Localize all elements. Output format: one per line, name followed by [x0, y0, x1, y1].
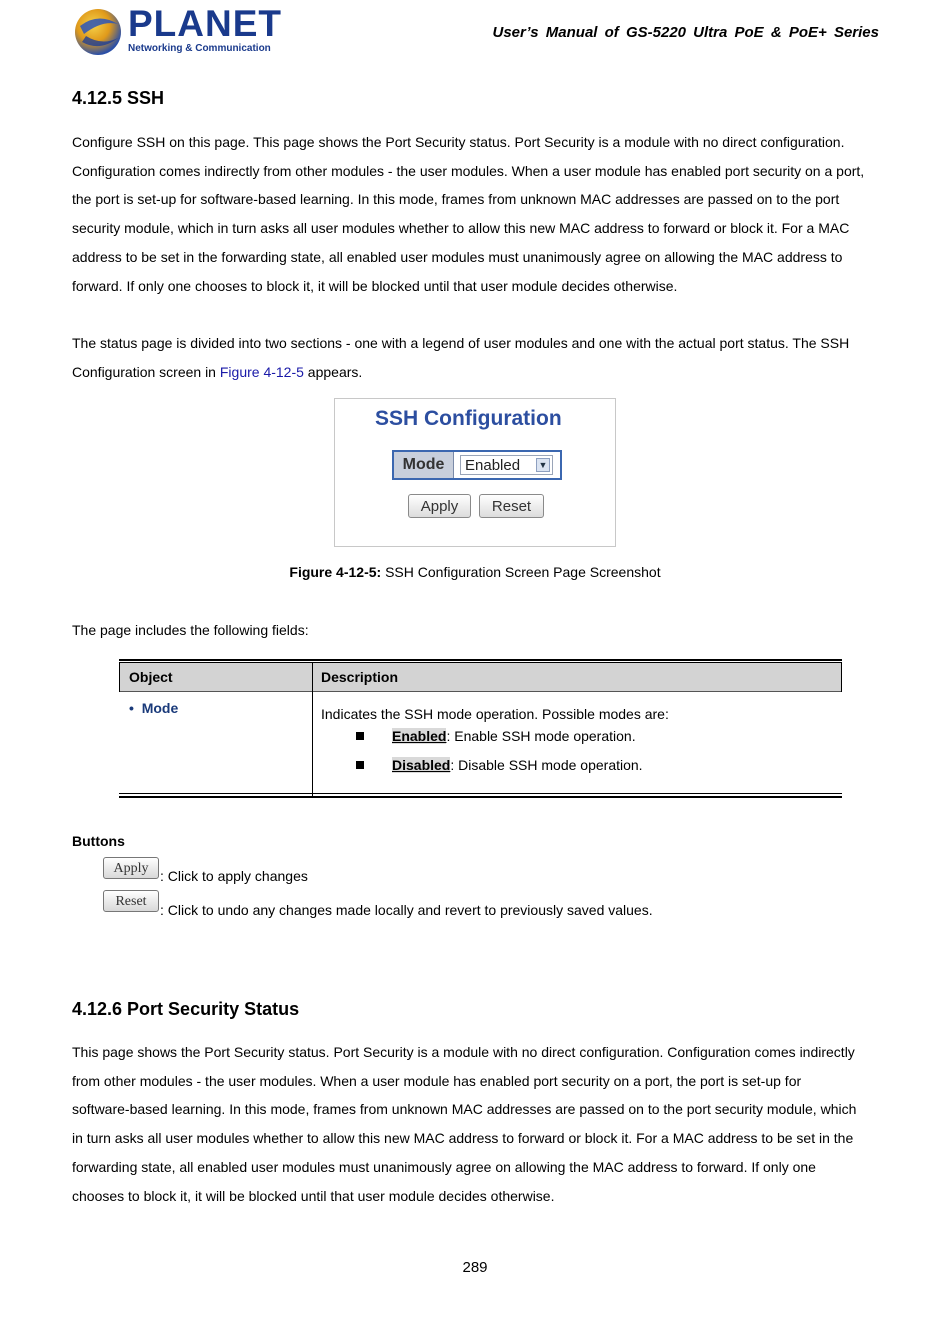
- text-line: forwarding state, all enabled user modules must unanimously agree on allowing the MAC address to forward. If only one: [72, 1158, 816, 1175]
- reset-button[interactable]: Reset: [479, 494, 544, 518]
- table-divider: [312, 663, 313, 796]
- fields-intro: The page includes the following fields:: [72, 622, 309, 638]
- object-mode: Mode: [141, 700, 179, 716]
- logo-wordmark: PLANET: [128, 3, 282, 44]
- text-line: Configure SSH on this page. This page shows the Port Security status. Port Security is a module with no direct configuration.: [72, 134, 845, 150]
- mode-select-value: Enabled: [465, 457, 521, 474]
- text-line: software-based learning. In this mode, frames from unknown MAC addresses are passed on to the port security module, which: [72, 1101, 857, 1118]
- header-object: Object: [129, 669, 173, 685]
- table-divider: [841, 663, 842, 692]
- text-line: from other modules - the user modules. When a user module has enabled port security on a port, the port is set-up for: [72, 1072, 802, 1089]
- manual-title: User’s Manual of GS-5220 Ultra PoE & PoE+ Series: [492, 24, 879, 41]
- square-bullet-icon: [356, 761, 364, 769]
- table-row: [129, 700, 178, 716]
- section-heading-port-security-status: 4.12.6 Port Security Status: [72, 999, 300, 1019]
- logo-tagline: Networking & Communication: [128, 43, 271, 54]
- option-disabled: Disabled: Disable SSH mode operation.: [392, 757, 643, 773]
- reset-description: : Click to undo any changes made locally and revert to previously saved values.: [160, 902, 653, 918]
- description-text: Indicates the SSH mode operation. Possible modes are:: [321, 706, 669, 722]
- buttons-heading: Buttons: [72, 833, 125, 849]
- figure-link[interactable]: Figure 4-12-5: [219, 363, 304, 380]
- text-line: address to be set in the forwarding state, all enabled user modules must unanimously agree on allowing the MAC address to: [72, 248, 843, 265]
- table-header-row: [119, 663, 842, 692]
- text-line: This page shows the Port Security status. Port Security is a module with no direct configuration. Configuration comes indirectly: [72, 1044, 855, 1060]
- ssh-intro-paragraph: [72, 128, 882, 300]
- status-paragraph: [72, 329, 882, 386]
- section-heading-ssh: 4.12.5 SSH: [72, 88, 165, 108]
- square-bullet-icon: [356, 732, 364, 740]
- text-line: chooses to block it, it will be blocked until that user module decides otherwise.: [72, 1187, 555, 1204]
- chevron-down-icon[interactable]: ▼: [536, 458, 550, 472]
- text-line: in turn asks all user modules whether to allow this new MAC address to forward or block it. For a MAC address to be set in the: [72, 1130, 854, 1147]
- reset-button-sample[interactable]: Reset: [103, 890, 159, 912]
- screenshot-title: SSH Configuration: [375, 407, 562, 430]
- text-line: security module, which in turn asks all user modules whether to allow this new MAC address to forward or block it. For a MAC: [72, 220, 850, 237]
- ssh-config-screenshot: [334, 398, 616, 547]
- apply-button-sample[interactable]: Apply: [103, 857, 159, 879]
- text-line: the port is set-up for software-based learning. In this mode, frames from unknown MAC addresses are passed on to the port: [72, 191, 840, 208]
- bullet-icon: •: [129, 700, 134, 716]
- mode-row: [392, 450, 562, 480]
- text-line: Configuration comes indirectly from other modules - the user modules. When a user module has enabled port security on a port,: [72, 162, 865, 179]
- page-number: 289: [462, 1259, 488, 1276]
- header-description: Description: [321, 669, 399, 685]
- figure-caption: Figure 4-12-5: SSH Configuration Screen Page Screenshot: [289, 564, 661, 580]
- table-divider: [119, 663, 120, 692]
- port-security-paragraph: [72, 1038, 882, 1210]
- text-line: forward. If only one chooses to block it, it will be blocked until that user module decides otherwise.: [72, 277, 678, 294]
- apply-button[interactable]: Apply: [408, 494, 471, 518]
- text-line: The status page is divided into two sections - one with a legend of user modules and one with the actual port status. The SSH: [72, 335, 850, 351]
- option-enabled: Enabled: Enable SSH mode operation.: [392, 728, 636, 744]
- mode-select[interactable]: [460, 455, 553, 475]
- mode-label: Mode: [394, 452, 454, 478]
- apply-description: : Click to apply changes: [160, 868, 308, 884]
- table-bottom-border: [119, 793, 842, 798]
- globe-icon: [72, 6, 128, 58]
- text-line: Configuration screen in Figure 4-12-5 appears.: [72, 363, 363, 380]
